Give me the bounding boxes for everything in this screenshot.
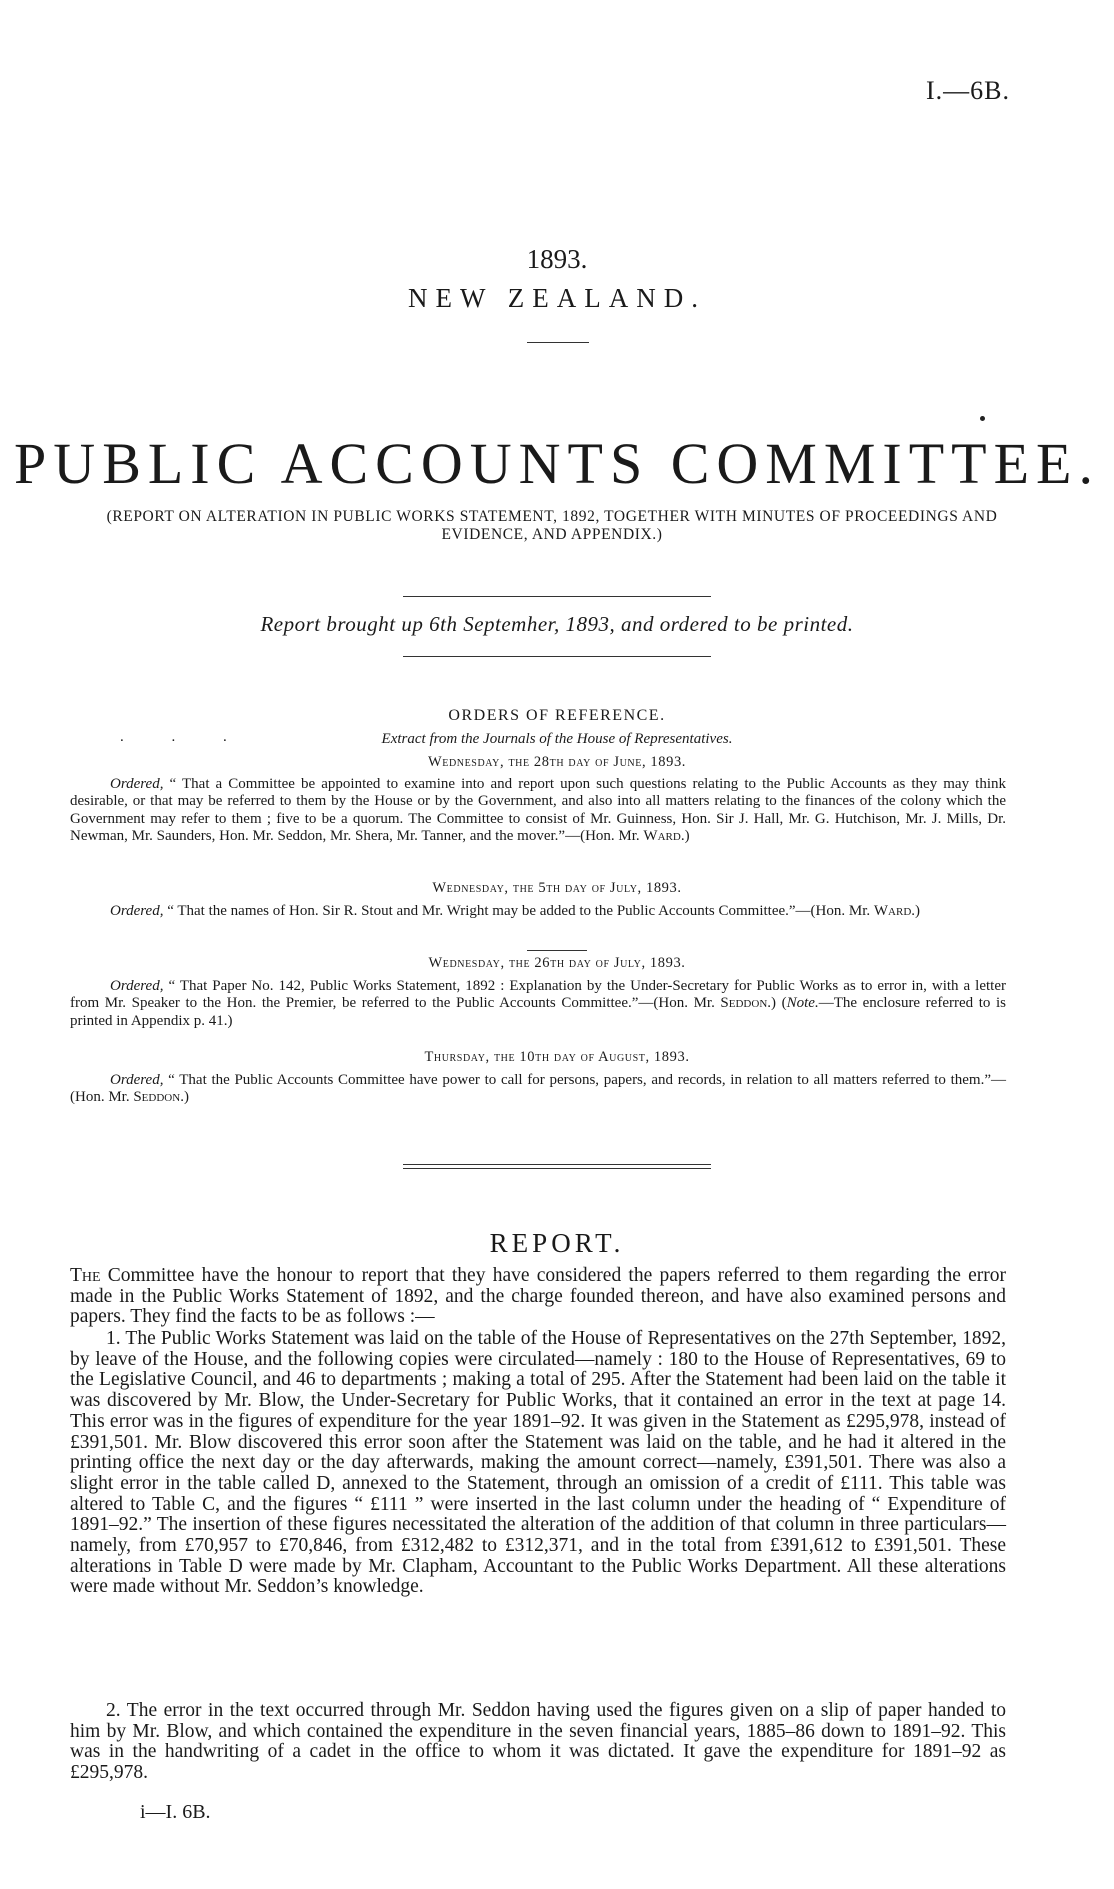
order-text: “ That a Committee be appointed to examine into and report upon such questions relating to the Public Accounts as they may think desirable, or that may be referred to them by the House or by the Government, and also into all matters relating to the finances of the colony which the Government may refer to them ; five to be a quorum. The Committee to consist of Mr. Guinness, Hon. Sir J. Hall, Mr. G. Hutchison, Mr. J. Mills, Dr. Newman, Mr. Saunders, Hon. Mr. Seddon, Mr. Shera, Mr. Tanner, and the mover.”—(Hon. Mr. [70,776,1006,845]
ordered-label: Ordered, [110,1072,164,1088]
intro-lead: The [70,1265,101,1286]
order-text: “ That Paper No. 142, Public Works Statement, 1892 : Explanation by the Under-Secretary for Public Works as to error in, with a letter from Mr. Speaker to the Hon. the Premier, be referred to the Public Accounts Committee.”—(Hon. Mr. [70,978,1006,1012]
ordered-label: Ordered, [110,776,164,792]
extract-line: Extract from the Journals of the House of Representatives. [381,731,733,747]
order-paragraph [70,978,1006,1030]
order-date: Wednesday, the 5th day of July, 1893. [432,880,682,896]
order-close: .) [180,1089,189,1106]
divider [403,656,711,657]
report-paragraph-1: 1. The Public Works Statement was laid on the table of the House of Representatives on the 27th September, 1892, by leave of the House, and the following copies were circulated—namely : 180 to the House of Representatives, 69 to the Legislative Council, and 46 to departments ; making a total of 295. After the Statement had been laid on the table it was discovered by Mr. Blow, the Under-Secretary for Public Works, that it contained an error in the text at page 14. This error was in the figures of expenditure for the year 1891–92. It was given in the Statement as £295,978, instead of £391,501. Mr. Blow discovered this error soon after the Statement was laid on the table, and he had it altered in the printing office the next day or the day afterwards, making the amount correct—namely, £391,501. There was also a slight error in the table called D, annexed to the Statement, through an omission of a credit of £111. This table was altered to Table C, and the figures “ £111 ” were inserted in the last column under the heading of “ Expenditure of 1891–92.” The insertion of these figures necessitated the alteration of the addition of that column in three particulars—namely, from £70,957 to £70,846, from £312,482 to £312,371, and in the total from £391,612 to £391,501. These alterations in Table D were made by Mr. Clapham, Accountant to the Public Works Department. All these alterations were made without Mr. Seddon’s knowledge. [70,1328,1006,1598]
ordered-label: Ordered, [110,978,164,994]
order-date: Wednesday, the 26th day of July, 1893. [428,955,686,971]
mover-name: Ward [643,828,681,845]
year: 1893. [526,244,588,274]
report-heading: REPORT. [489,1228,625,1258]
divider [527,342,589,343]
report-paragraph-2: 2. The error in the text occurred through Mr. Seddon having used the figures given on a slip of paper handed to him by Mr. Blow, and which contained the expenditure in the seven financial years, 1885–86 down to 1891–92. This was in the handwriting of a cadet in the office to whom it was dictated. It gave the expenditure for 1891–92 as £295,978. [70,1700,1006,1784]
page-reference: I.—6B. [926,76,1010,105]
order-text: “ That the Public Accounts Committee have power to call for persons, papers, and records, in relation to all matters referred to them.”—(Hon. Mr. [70,1072,1006,1106]
country: NEW ZEALAND. [408,283,706,313]
leader-dots: . . . [120,729,249,745]
order-text: “ That the names of Hon. Sir R. Stout and Mr. Wright may be added to the Public Accounts Committee.”—(Hon. Mr. [163,903,874,919]
double-rule-bottom [403,1168,711,1169]
mover-name: Ward [873,903,912,919]
note-text: —The enclosure referred to is printed in Appendix p. 41.) [70,995,1006,1029]
order-close: .) [911,903,921,919]
order-close: .) [767,995,782,1012]
ink-dot [980,416,985,421]
order-close: .) [680,828,690,845]
report-brought-line: Report brought up 6th Septemher, 1893, and ordered to be printed. [260,612,854,636]
double-rule-top [403,1164,711,1165]
mover-name: Seddon [133,1089,181,1106]
divider [403,596,711,597]
order-paragraph [70,776,1006,846]
order-date: Thursday, the 10th day of August, 1893. [424,1049,690,1065]
report-intro [70,1266,1006,1328]
ordered-label: Ordered, [110,903,164,919]
intro-text: Committee have the honour to report that they have considered the papers referred to them regarding the error made in the Public Works Statement of 1892, and the charge founded thereon, and have also examined persons and papers. They find the facts to be as follows :— [70,1265,1006,1328]
divider [527,950,587,951]
orders-heading: ORDERS OF REFERENCE. [448,707,666,724]
note-open: ( [781,995,787,1012]
document-title: PUBLIC ACCOUNTS COMMITTEE. [14,431,1100,496]
note-label: Note. [786,995,819,1012]
order-paragraph [70,903,1006,920]
document-subtitle: (REPORT ON ALTERATION IN PUBLIC WORKS STATEMENT, 1892, TOGETHER WITH MINUTES OF PROCEEDINGS AND EVIDENCE, AND APPENDIX.) [106,508,998,543]
order-paragraph [70,1072,1006,1107]
order-date: Wednesday, the 28th day of June, 1893. [427,754,687,770]
sheet-reference: i—I. 6B. [140,1801,211,1823]
mover-name: Seddon [720,995,768,1012]
